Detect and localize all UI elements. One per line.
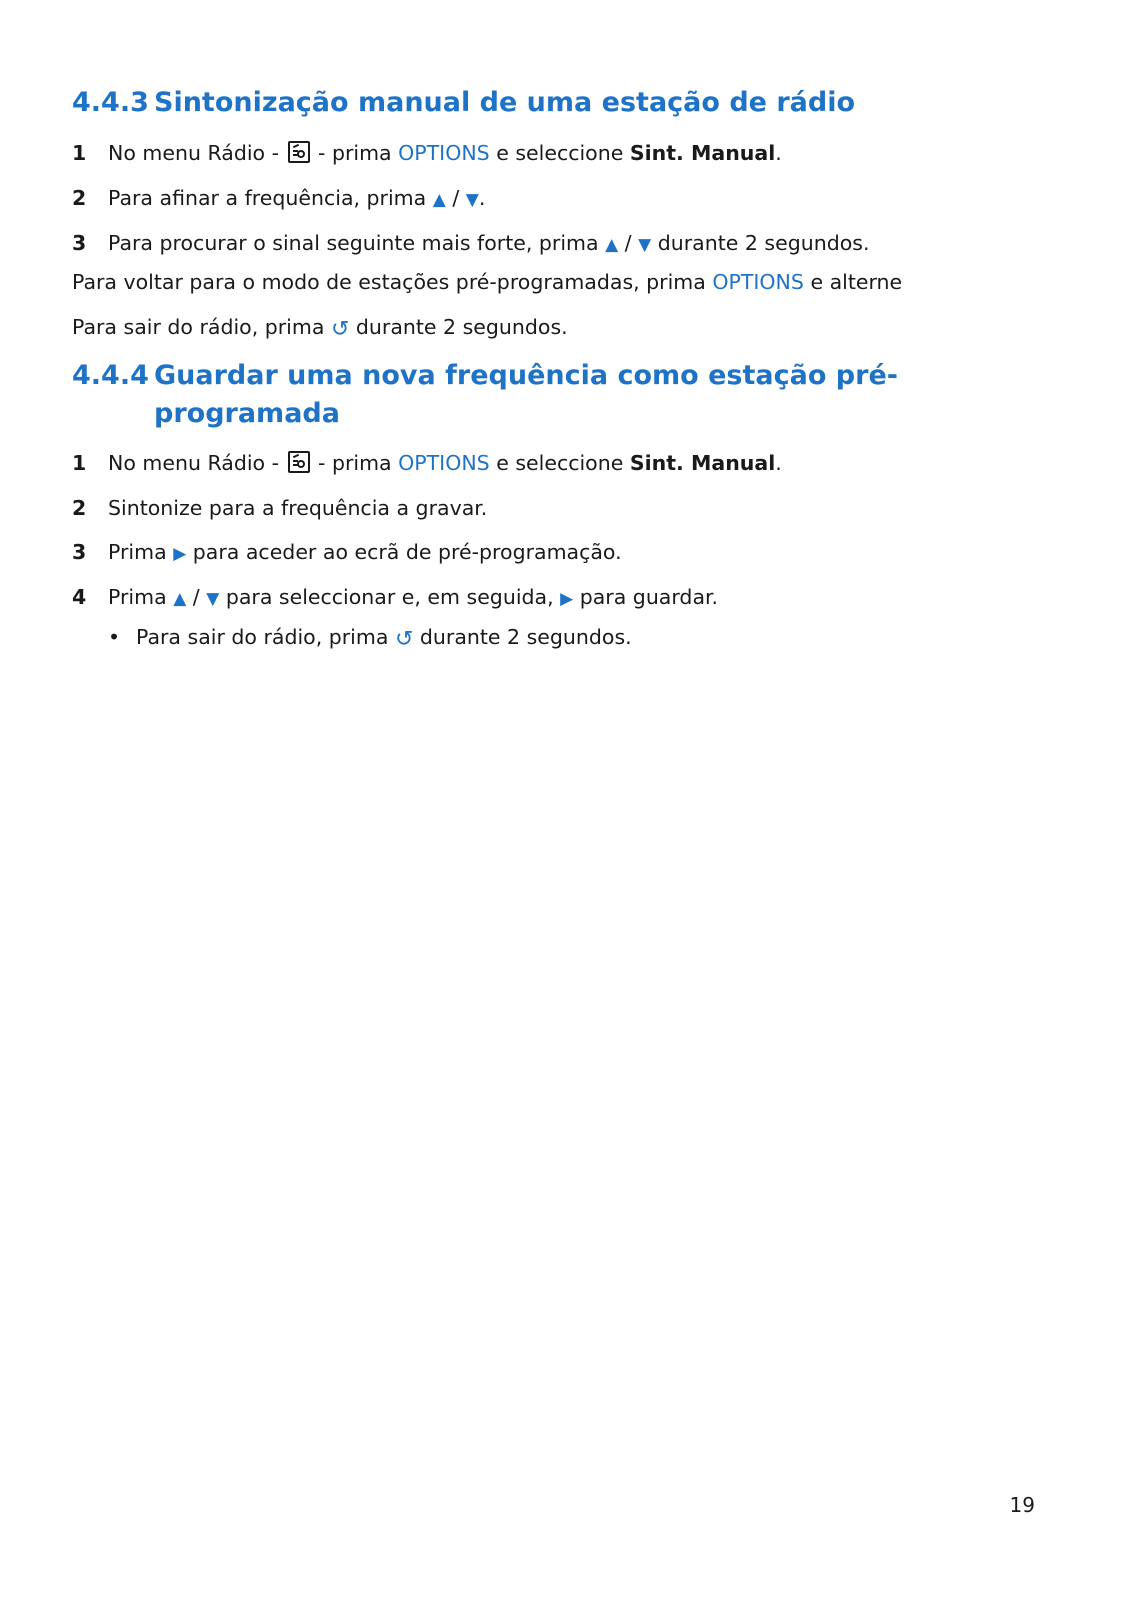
up-arrow-icon: ▲ xyxy=(605,235,619,255)
note-text: durante 2 segundos. xyxy=(349,315,568,339)
step-number: 3 xyxy=(72,540,87,564)
step-3 xyxy=(72,538,622,568)
options-key: OPTIONS xyxy=(712,270,804,294)
step-number: 2 xyxy=(72,496,87,520)
step-text: / xyxy=(445,186,466,210)
radio-icon xyxy=(288,451,310,473)
back-icon: ↺ xyxy=(330,317,350,342)
step-text: para guardar. xyxy=(573,585,719,609)
right-arrow-icon: ▶ xyxy=(173,544,187,564)
step-text: . xyxy=(775,451,782,475)
step-text: Para procurar o sinal seguinte mais forte, prima xyxy=(108,231,606,255)
section-title: Sintonização manual de uma estação de rádio xyxy=(154,87,856,118)
step-number: 1 xyxy=(72,141,87,165)
step-text: Para afinar a frequência, prima xyxy=(108,186,433,210)
section-number: 4.4.4 xyxy=(72,360,149,391)
step-text: - prima xyxy=(311,451,399,475)
note-exit-radio xyxy=(72,313,568,344)
down-arrow-icon: ▼ xyxy=(206,589,220,609)
menu-option: Sint. Manual xyxy=(629,141,776,165)
step-text: . xyxy=(478,186,486,210)
step-text: para aceder ao ecrã de pré-programação. xyxy=(186,540,622,564)
down-arrow-icon: ▼ xyxy=(638,235,652,255)
step-text: e seleccione xyxy=(489,451,630,475)
step-3 xyxy=(72,229,869,259)
section-title-line2: programada xyxy=(154,398,340,429)
bullet-exit-radio xyxy=(72,623,632,654)
note-text: Para voltar para o modo de estações pré-programadas, prima xyxy=(72,270,713,294)
bullet-text: durante 2 segundos. xyxy=(413,625,632,649)
back-icon: ↺ xyxy=(394,627,414,652)
step-text: / xyxy=(618,231,639,255)
step-text: . xyxy=(775,141,782,165)
right-arrow-icon: ▶ xyxy=(560,589,574,609)
step-text: Sintonize para a frequência a gravar. xyxy=(108,496,488,520)
up-arrow-icon: ▲ xyxy=(432,190,446,210)
step-2 xyxy=(72,494,487,522)
note-text: Para sair do rádio, prima xyxy=(72,315,331,339)
step-text: e seleccione xyxy=(489,141,630,165)
step-text: durante 2 segundos. xyxy=(651,231,870,255)
page-number: 19 xyxy=(1009,1493,1035,1517)
step-text: No menu Rádio - xyxy=(108,141,286,165)
step-2 xyxy=(72,184,485,214)
up-arrow-icon: ▲ xyxy=(173,589,187,609)
note-preset-mode xyxy=(72,268,902,296)
step-text: / xyxy=(186,585,207,609)
down-arrow-icon: ▼ xyxy=(465,190,479,210)
step-text: para seleccionar e, em seguida, xyxy=(219,585,561,609)
options-key: OPTIONS xyxy=(398,141,490,165)
step-number: 1 xyxy=(72,451,87,475)
section-title-line1: Guardar uma nova frequência como estação pré- xyxy=(154,360,898,391)
radio-icon xyxy=(288,141,310,163)
menu-option: Sint. Manual xyxy=(629,451,776,475)
bullet-dot: • xyxy=(108,625,121,649)
step-number: 4 xyxy=(72,585,87,609)
section-number: 4.4.3 xyxy=(72,87,149,118)
section-heading-4-4-3 xyxy=(72,84,855,122)
options-key: OPTIONS xyxy=(398,451,490,475)
step-number: 3 xyxy=(72,231,87,255)
step-text: - prima xyxy=(311,141,399,165)
section-heading-4-4-4 xyxy=(72,357,898,433)
step-text: Prima xyxy=(108,585,174,609)
step-text: No menu Rádio - xyxy=(108,451,286,475)
note-text: e alterne xyxy=(803,270,903,294)
step-1 xyxy=(72,449,782,477)
step-text: Prima xyxy=(108,540,174,564)
step-4 xyxy=(72,583,718,613)
bullet-text: Para sair do rádio, prima xyxy=(136,625,395,649)
step-number: 2 xyxy=(72,186,87,210)
step-1 xyxy=(72,139,782,167)
